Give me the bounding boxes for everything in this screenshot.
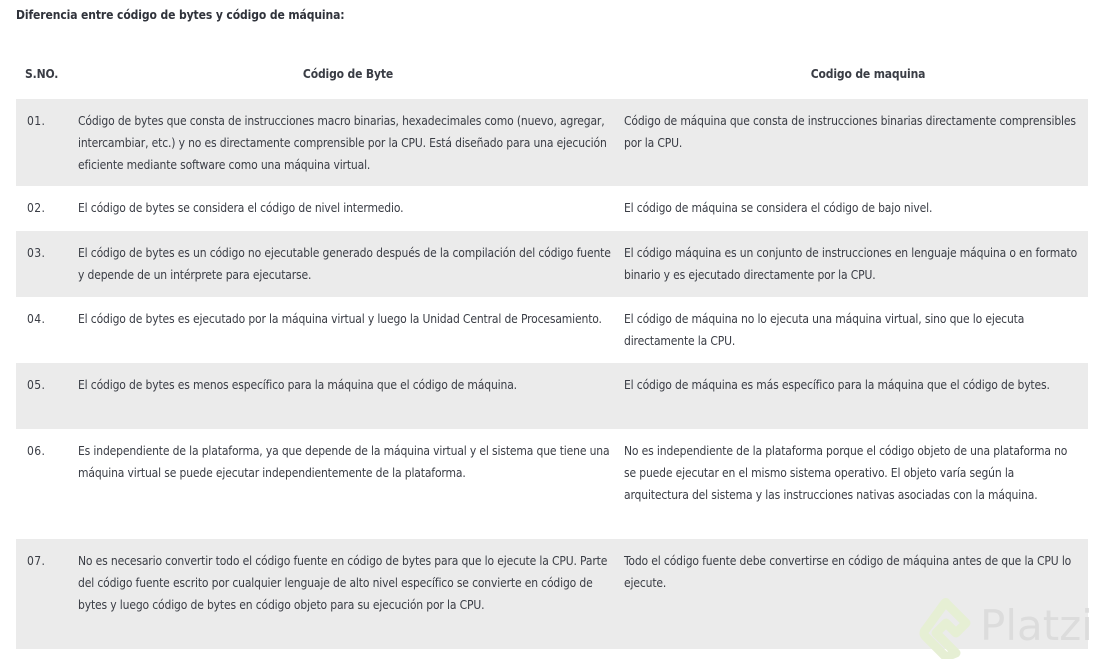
header-machinecode: Codigo de maquina (810, 66, 926, 81)
row-sno: 01. (27, 114, 46, 128)
row-bytecode: El código de bytes es menos específico para la máquina que el código de máquina. (78, 378, 517, 392)
row-machinecode: El código de máquina no lo ejecuta una máquina virtual, sino que lo ejecuta directamente la CPU. (624, 312, 1025, 348)
row-machinecode: No es independiente de la plataforma porque el código objeto de una plataforma no se puede ejecutar en el mismo sistema operativo. El objeto varía según la arquitectura del sistema y las instrucciones nativas asociadas con la máquina. (624, 444, 1068, 502)
row-bytecode: El código de bytes es ejecutado por la máquina virtual y luego la Unidad Central de Procesamiento. (78, 312, 602, 326)
table-row (16, 297, 1088, 363)
row-bytecode: Es independiente de la plataforma, ya que depende de la máquina virtual y el sistema que tiene una máquina virtual se puede ejecutar independientemente de la plataforma. (78, 444, 610, 480)
row-sno: 02. (27, 201, 46, 215)
table-header-row (16, 48, 1088, 99)
row-bytecode: No es necesario convertir todo el código fuente en código de bytes para que lo ejecute la CPU. Parte del código fuente escrito por cualquier lenguaje de alto nivel específico se convierte en código de bytes y luego código de bytes en código objeto para su ejecución por la CPU. (78, 554, 608, 612)
row-bytecode: El código de bytes se considera el código de nivel intermedio. (78, 201, 404, 215)
row-sno: 06. (27, 444, 46, 458)
header-sno: S.NO. (25, 66, 59, 81)
row-machinecode: El código de máquina se considera el código de bajo nivel. (624, 201, 933, 215)
table-row (16, 231, 1088, 297)
table-row (16, 539, 1088, 649)
row-sno: 05. (27, 378, 46, 392)
row-sno: 07. (27, 554, 46, 568)
table-row (16, 99, 1088, 186)
row-bytecode: El código de bytes es un código no ejecutable generado después de la compilación del código fuente y depende de un intérprete para ejecutarse. (78, 246, 611, 282)
row-machinecode: El código de máquina es más específico para la máquina que el código de bytes. (624, 378, 1050, 392)
row-bytecode: Código de bytes que consta de instrucciones macro binarias, hexadecimales como (nuevo, agregar, intercambiar, etc.) y no es directamente comprensible por la CPU. Está diseñado para una ejecución eficiente mediante software como una máquina virtual. (78, 114, 607, 172)
row-machinecode: Todo el código fuente debe convertirse en código de máquina antes de que la CPU lo ejecute. (624, 554, 1072, 590)
row-machinecode: El código máquina es un conjunto de instrucciones en lenguaje máquina o en formato binario y es ejecutado directamente por la CPU. (624, 246, 1078, 282)
header-bytecode: Código de Byte (302, 66, 394, 81)
comparison-table (16, 48, 1088, 649)
watermark-text: Platzi (980, 600, 1093, 650)
table-row (16, 429, 1088, 539)
page-title: Diferencia entre código de bytes y código de máquina: (16, 8, 345, 22)
row-sno: 03. (27, 246, 46, 260)
table-row (16, 363, 1088, 429)
row-machinecode: Código de máquina que consta de instrucciones binarias directamente comprensibles por la CPU. (624, 114, 1076, 150)
table-row (16, 186, 1088, 231)
row-sno: 04. (27, 312, 46, 326)
